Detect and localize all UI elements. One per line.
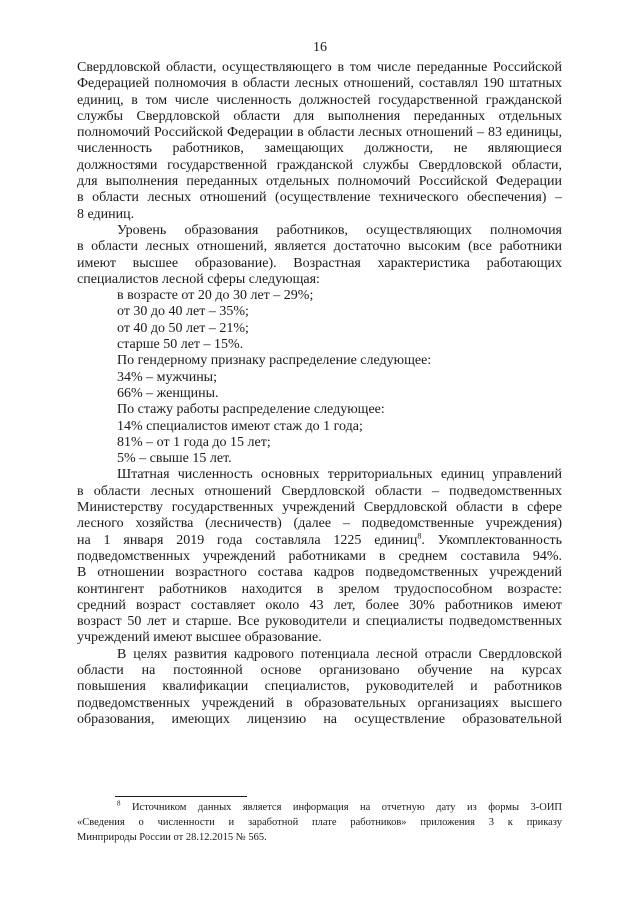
line-text: средний возраст составляет около 43 лет, более 30% работников имеют [77, 597, 562, 613]
text-line [77, 451, 562, 467]
text-line [77, 141, 562, 157]
line-text: В целях развития кадрового потенциала лесной отрасли Свердловской [117, 646, 562, 662]
text-line [77, 353, 562, 369]
line-text: численность работников, замещающих должности, не являющиеся [77, 141, 562, 157]
footnote-divider [115, 796, 247, 797]
line-text: возраст 50 лет и старше. Все руководители и специалисты подведомственных [77, 614, 562, 630]
text-line [77, 419, 562, 435]
text-line [77, 125, 562, 141]
line-text: Министерству государственных учреждений Свердловской области в сфере [77, 500, 562, 516]
text-line [77, 60, 562, 76]
line-text: в возрасте от 20 до 30 лет – 29%; [117, 288, 314, 304]
text-line [77, 679, 562, 695]
text-line [77, 582, 562, 598]
text-line [77, 500, 562, 516]
text-line [77, 272, 562, 288]
line-text: единиц, в том числе численность должностей государственной гражданской [77, 92, 562, 108]
text-line [77, 321, 562, 337]
footnote-reference: 8 [417, 530, 422, 540]
text-line [77, 598, 562, 614]
text-line [77, 76, 562, 92]
line-text: 14% специалистов имеют стаж до 1 года; [117, 418, 363, 434]
line-text: подведомственных учреждений в образовательных организациях высшего [77, 695, 562, 711]
line-text: для выполнения переданных отдельных полномочий Российской Федерации [77, 174, 562, 190]
text-line [77, 549, 562, 565]
text-line [77, 565, 562, 581]
line-text: области на постоянной основе организовано обучение на курсах [77, 662, 562, 678]
line-text-tail: . Укомплектованность [421, 532, 562, 548]
line-text: на 1 января 2019 года составляла 1225 единиц [77, 532, 418, 548]
footnote-line [77, 830, 562, 845]
line-text: службы Свердловской области для выполнения переданных отдельных [77, 108, 562, 124]
text-line [77, 207, 562, 223]
footnote-marker: 8 [117, 799, 121, 808]
footnote-line [77, 800, 562, 815]
text-line [77, 109, 562, 125]
line-text: Штатная численность основных территориальных единиц управлений [117, 467, 562, 483]
text-line [77, 467, 562, 483]
line-text: 8 единиц. [77, 206, 135, 222]
line-text: от 40 до 50 лет – 21%; [117, 320, 249, 336]
text-line [77, 256, 562, 272]
text-line [77, 158, 562, 174]
text-line [77, 239, 562, 255]
line-text: специалистов лесной сферы следующая: [77, 271, 320, 287]
page-number: 16 [313, 40, 327, 55]
text-line [77, 630, 562, 646]
line-text: В отношении возрастного состава кадров подведомственных учреждений [77, 565, 562, 581]
footnote-text: Источником данных является информация на отчетную дату из формы 3-ОИП [120, 802, 562, 813]
text-line [77, 370, 562, 386]
footnote-line [77, 815, 562, 830]
text-line [77, 696, 562, 712]
text-line [77, 663, 562, 679]
text-line [77, 712, 562, 728]
line-text: Федерацией полномочия в области лесных отношений, составлял 190 штатных [77, 76, 562, 92]
line-text: в области лесных отношений Свердловской области – подведомственных [77, 483, 562, 499]
line-text: в области лесных отношений, является достаточно высоким (все работники [77, 239, 562, 255]
line-text: в области лесных отношений (осуществление технического обеспечения) – [77, 190, 562, 206]
line-text: должностями государственной гражданской службы Свердловской области, [77, 157, 562, 173]
text-line [77, 614, 562, 630]
line-text: учреждений имеют высшее образование. [77, 630, 322, 646]
line-text: По гендерному признаку распределение следующее: [117, 353, 432, 369]
text-line [77, 174, 562, 190]
text-line [77, 435, 562, 451]
line-text: полномочий Российской Федерации в области лесных отношений – 83 единицы, [77, 125, 562, 141]
text-line [77, 337, 562, 353]
text-line [77, 484, 562, 500]
text-line [77, 516, 562, 532]
line-text: 66% – женщины. [117, 385, 219, 401]
text-line [77, 402, 562, 418]
text-line [77, 386, 562, 402]
line-text: образования, имеющих лицензию на осуществление образовательной [77, 711, 562, 727]
footnote [77, 800, 562, 845]
text-line [77, 530, 562, 549]
line-text: По стажу работы распределение следующее: [117, 402, 385, 418]
text-line [77, 93, 562, 109]
line-text: подведомственных учреждений работниками в среднем составила 94%. [77, 548, 562, 564]
line-text: Свердловской области, осуществляющего в том числе переданные Российской [77, 60, 562, 75]
line-text: лесного хозяйства (лесничеств) (далее – подведомственные учреждения) [77, 516, 562, 532]
line-text: имеют высшее образование). Возрастная характеристика работающих [77, 255, 562, 271]
text-line [77, 190, 562, 206]
text-line [77, 288, 562, 304]
line-text: 34% – мужчины; [117, 369, 217, 385]
footnote-text: Минприроды России от 28.12.2015 № 565. [77, 832, 267, 843]
footnote-text: «Сведения о численности и заработной плате работников» приложения 3 к приказу [77, 817, 562, 828]
text-line [77, 647, 562, 663]
body-text [77, 60, 562, 728]
line-text: контингент работников находится в зрелом трудоспособном возрасте: [77, 581, 562, 597]
line-text: 5% – свыше 15 лет. [117, 451, 232, 467]
text-line [77, 304, 562, 320]
line-text: Уровень образования работников, осуществляющих полномочия [117, 222, 562, 238]
line-text: от 30 до 40 лет – 35%; [117, 304, 249, 320]
text-line [77, 223, 562, 239]
line-text: повышения квалификации специалистов, руководителей и работников [77, 679, 562, 695]
line-text: 81% – от 1 года до 15 лет; [117, 434, 271, 450]
line-text: старше 50 лет – 15%. [117, 337, 244, 353]
